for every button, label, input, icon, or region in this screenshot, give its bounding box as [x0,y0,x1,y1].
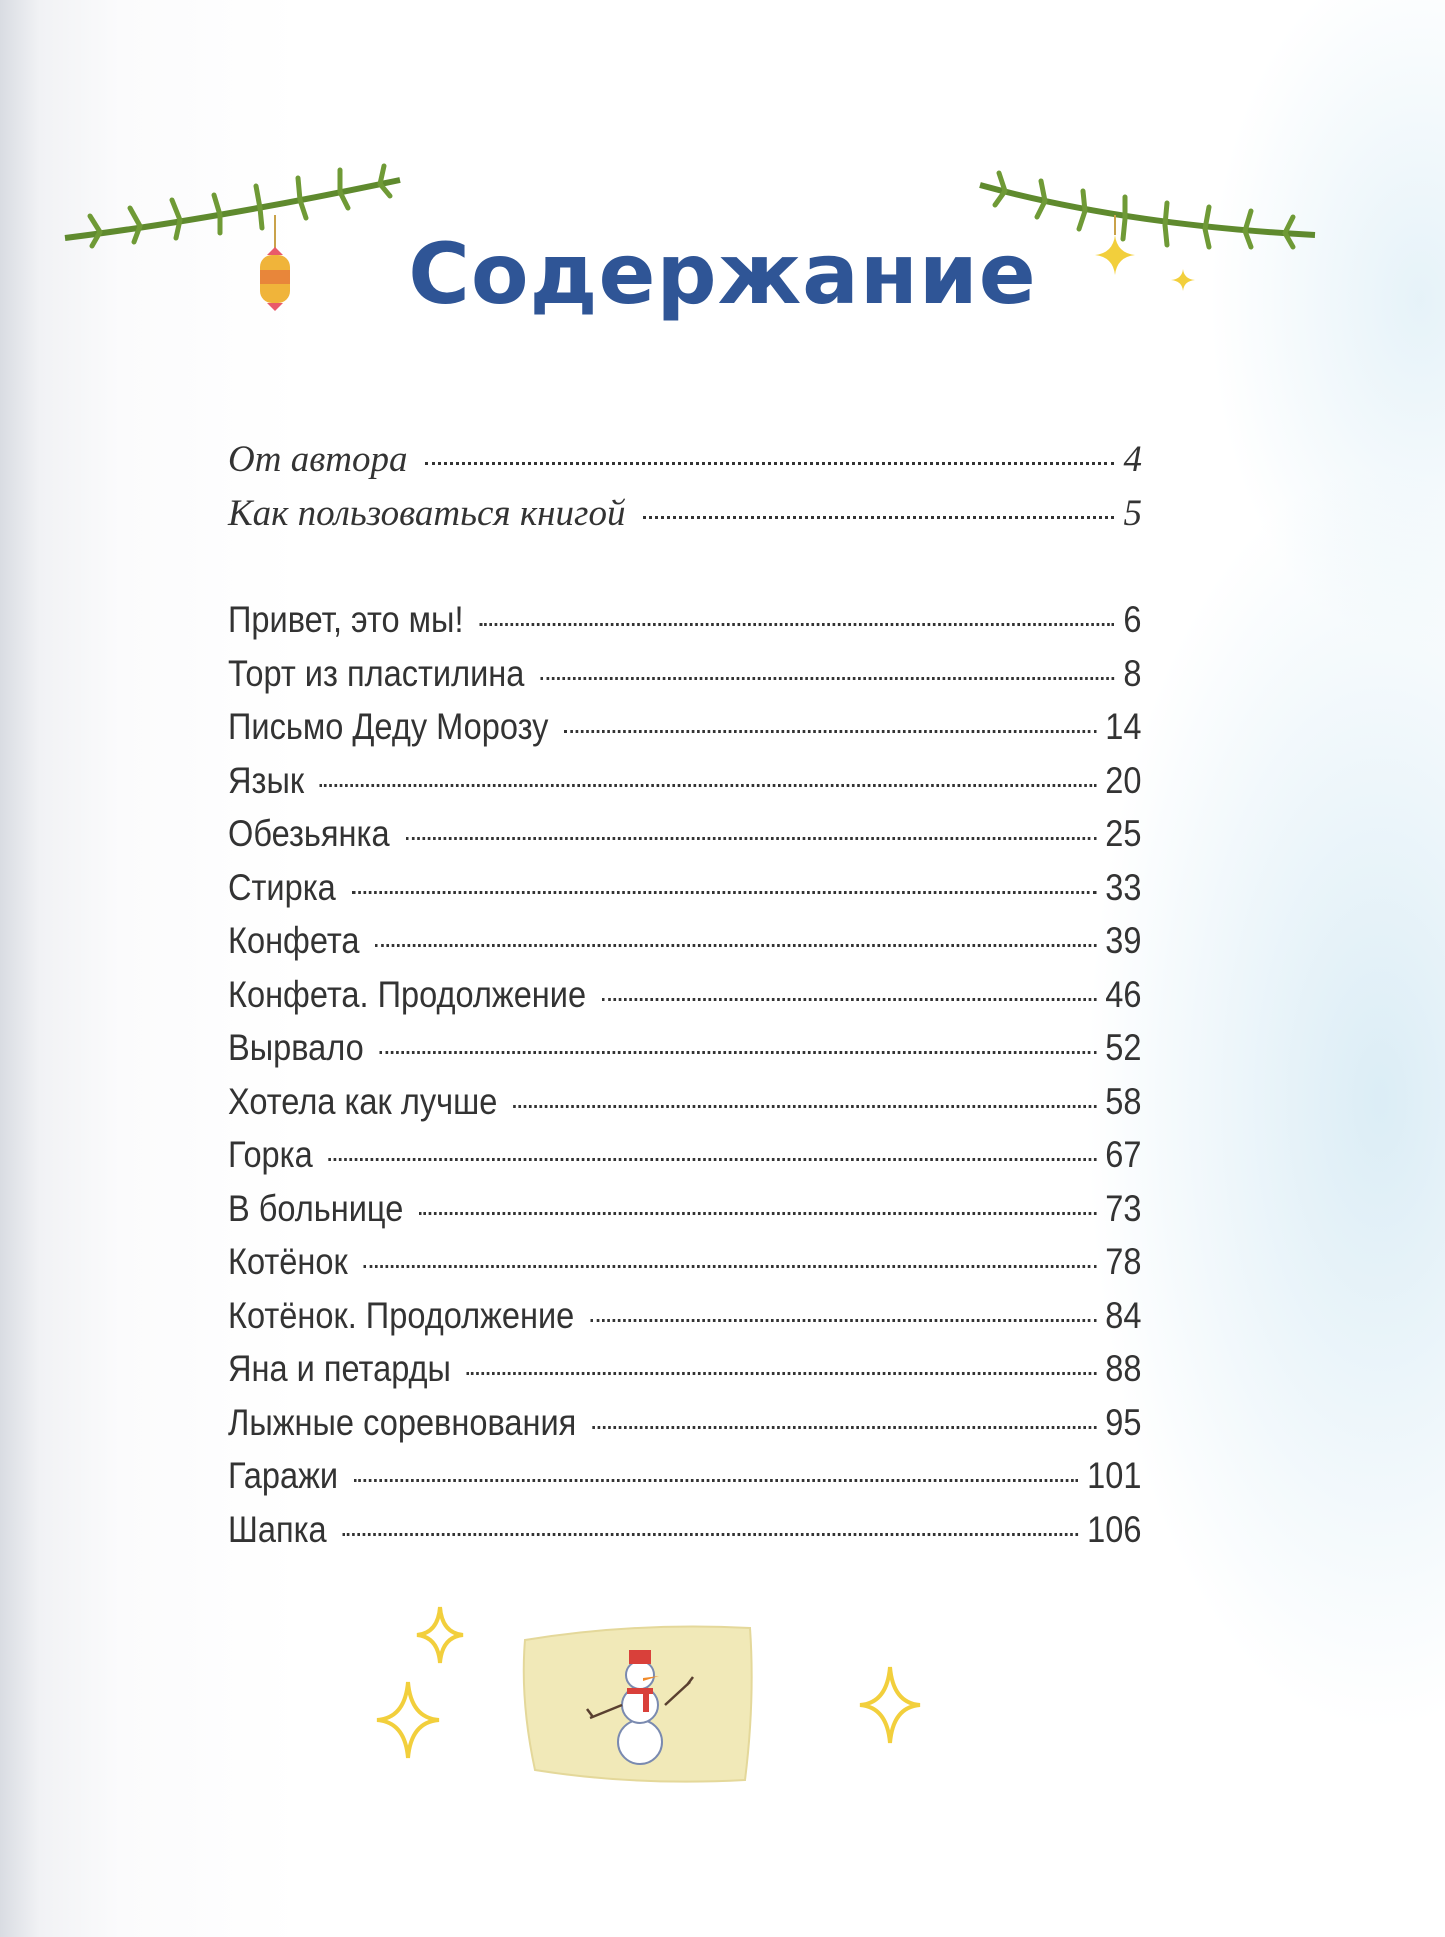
toc-entry-title: Торт из пластилина [228,652,525,694]
toc-entry[interactable] [228,760,1141,814]
toc-entry-page: 78 [1105,1241,1142,1282]
snowman-picture-icon [515,1620,760,1790]
dot-leader [467,1372,1097,1375]
toc-entry[interactable] [228,1402,1141,1456]
toc-entry-page: 39 [1105,920,1142,961]
toc-entry-page: 4 [1123,439,1142,480]
toc-entry-page: 52 [1105,1027,1142,1068]
dot-leader [354,1479,1078,1482]
toc-entry[interactable] [228,1348,1141,1402]
dot-leader [590,1319,1096,1322]
toc-entry-title: Горка [228,1134,313,1175]
toc-entry-title: От автора [228,439,408,480]
toc-entry[interactable] [228,1455,1141,1509]
toc-entry[interactable] [228,492,1142,546]
toc-entry[interactable] [228,1295,1141,1349]
toc-entry-title: Котёнок. Продолжение [228,1294,575,1336]
toc-entry-page: 95 [1105,1401,1142,1443]
toc-entry[interactable] [228,1027,1141,1081]
toc-entry[interactable] [228,1241,1141,1295]
sparkle-icon [415,1605,465,1665]
toc-entry-page: 84 [1105,1294,1142,1336]
dot-leader [364,1265,1097,1268]
toc-entry-title: Вырвало [228,1027,364,1068]
dot-leader [564,730,1096,733]
toc-entry[interactable] [228,867,1141,921]
dot-leader [602,998,1096,1001]
toc-entry-page: 58 [1105,1080,1142,1122]
toc-entry[interactable] [228,1509,1141,1563]
toc-entry-page: 33 [1105,866,1142,908]
toc-entry-page: 106 [1087,1508,1142,1550]
toc-entry-title: Стирка [228,866,336,908]
toc-entry-page: 5 [1123,492,1142,534]
toc-entry-title: Конфета [228,920,360,961]
dot-leader [352,891,1097,894]
toc-entry[interactable] [228,974,1141,1028]
sparkle-icon [858,1665,922,1745]
dot-leader [342,1533,1078,1536]
toc-entry-page: 88 [1105,1348,1142,1389]
toc-entry-page: 101 [1087,1455,1142,1496]
toc-entry-title: Хотела как лучше [228,1080,498,1122]
toc-entry-title: Обезьянка [228,813,390,854]
dot-leader [643,516,1113,519]
toc-entry-title: Лыжные соревнования [228,1401,577,1443]
toc-entry[interactable] [228,599,1141,653]
toc-entry-page: 14 [1105,706,1142,747]
toc-entry-title: Гаражи [228,1455,339,1496]
toc-entry-page: 20 [1105,759,1142,801]
dot-leader [479,623,1114,626]
dot-leader [513,1105,1096,1108]
toc-entry-title: Язык [228,759,305,801]
toc-entry[interactable] [228,438,1142,492]
toc-entry-title: Котёнок [228,1241,348,1282]
toc-entry-title: В больнице [228,1187,404,1229]
toc-entry[interactable] [228,1188,1141,1242]
sparkle-icon [375,1680,441,1760]
toc-entry[interactable] [228,653,1141,707]
page-title: Содержание [408,225,1037,323]
toc-entry-title: Письмо Деду Морозу [228,706,549,747]
dot-leader [320,784,1096,787]
toc-entry-page: 67 [1105,1134,1142,1175]
toc-entry-page: 8 [1123,652,1142,694]
toc-entry-page: 46 [1105,973,1142,1015]
dot-leader [419,1212,1096,1215]
toc-entry-title: Шапка [228,1508,327,1550]
table-of-contents [228,438,1142,1562]
dot-leader [329,1158,1097,1161]
dot-leader [380,1051,1097,1054]
dot-leader [425,462,1113,465]
toc-entry-page: 73 [1105,1187,1142,1229]
toc-entry-page: 6 [1123,599,1142,640]
toc-entry[interactable] [228,813,1141,867]
toc-entry[interactable] [228,1081,1141,1135]
toc-entry-title: Как пользоваться книгой [228,492,626,534]
dot-leader [405,837,1096,840]
dot-leader [375,944,1096,947]
toc-entry-title: Яна и петарды [228,1348,451,1389]
dot-leader [592,1426,1096,1429]
toc-entry-page: 25 [1105,813,1142,854]
toc-entry-title: Конфета. Продолжение [228,973,587,1015]
dot-leader [540,677,1114,680]
toc-entry[interactable] [228,706,1141,760]
toc-entry[interactable] [228,920,1141,974]
toc-entry[interactable] [228,1134,1141,1188]
toc-entry-title: Привет, это мы! [228,599,464,640]
